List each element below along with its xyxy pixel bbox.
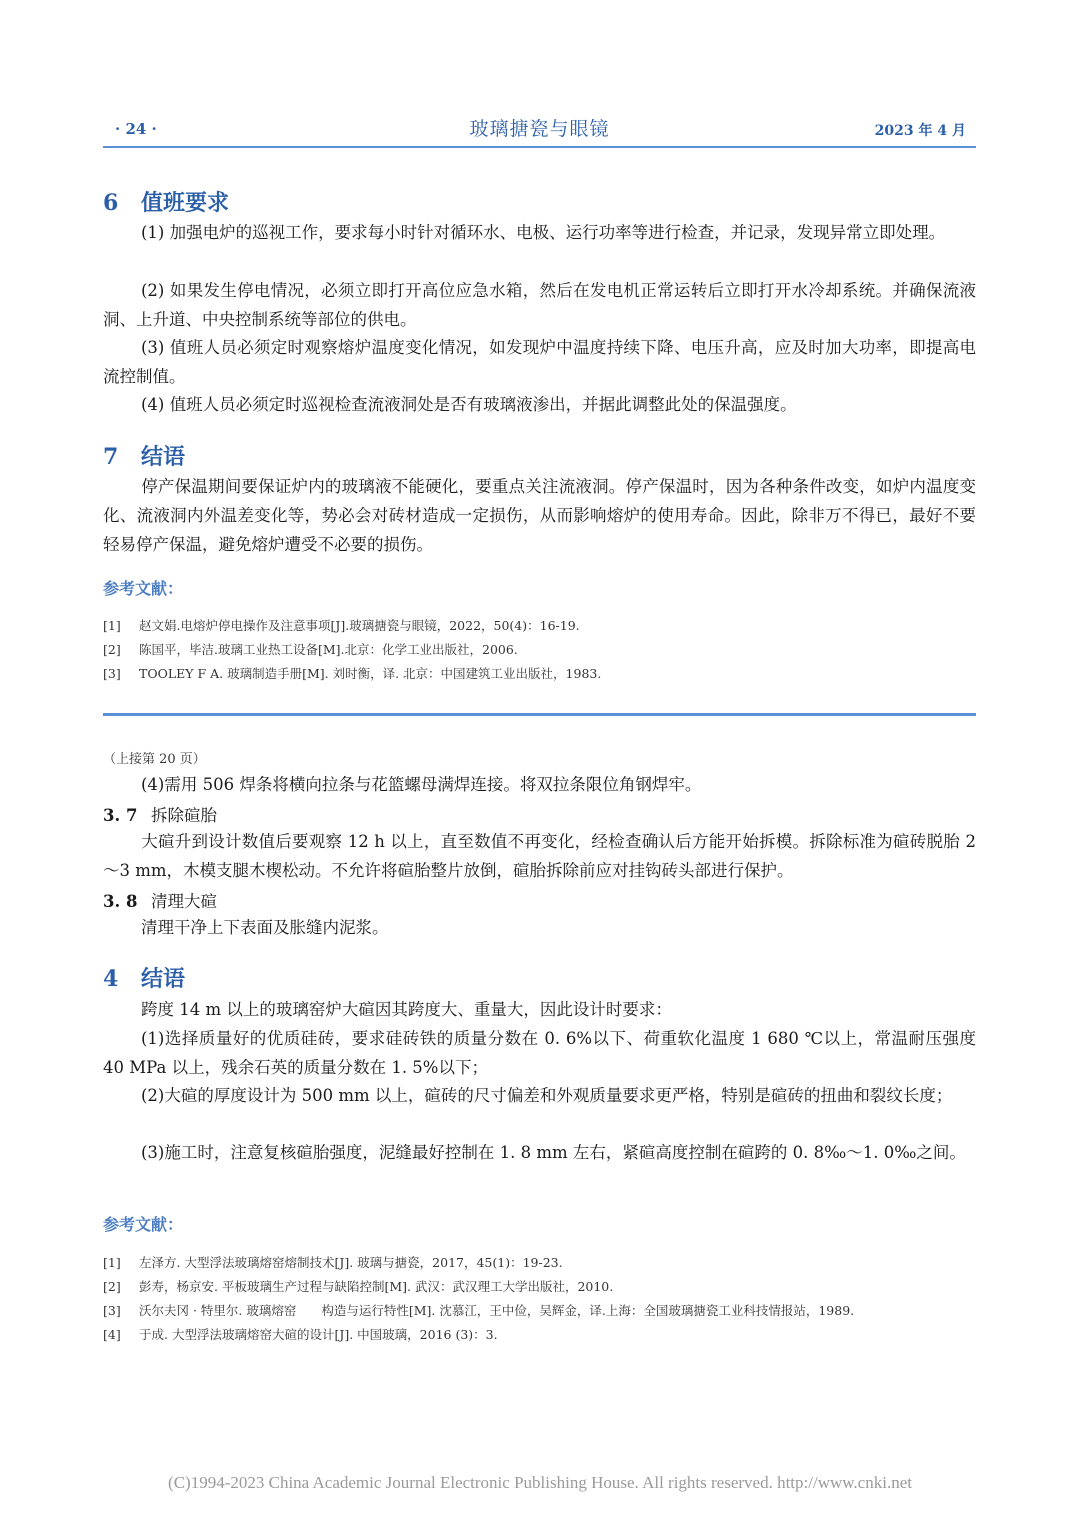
section-7-paragraph: 停产保温期间要保证炉内的玻璃液不能硬化，要重点关注流液洞。停产保温时，因为各种条件改变，如炉内温度变化、流液洞内外温差变化等，势必会对砖材造成一定损伤，从而影响熔炉的使用寿命。因此，除非万不得已，最好不要轻易停产保温，避免熔炉遭受不必要的损伤。 (103, 477, 976, 554)
section-divider (103, 713, 976, 716)
section-6-title (103, 186, 229, 217)
header-rule (103, 146, 976, 148)
section-4-paragraph: (3)施工时，注意复核碹胎强度，泥缝最好控制在 1. 8 mm 左右，紧碹高度控制在碹跨的 0. 8‰～1. 0‰之间。 (141, 1143, 966, 1162)
section-heading: 结语 (141, 444, 186, 470)
subsection-3-8-title: 3. 8 清理大碹 (103, 892, 217, 911)
reference-item: [1] 赵文娟.电熔炉停电操作及注意事项[J].玻璃搪瓷与眼镜，2022，50(4)：16-19. (103, 618, 580, 633)
section-heading: 结语 (141, 966, 186, 992)
section-heading: 值班要求 (141, 190, 230, 216)
page-header (103, 112, 976, 144)
copyright-footer: (C)1994-2023 China Academic Journal Electronic Publishing House. All rights reserved. http://www.cnki.net (168, 1473, 912, 1492)
page-number: · 24 · (115, 120, 157, 138)
reference-item: [2] 陈国平，毕洁.玻璃工业热工设备[M].北京：化学工业出版社，2006. (103, 642, 518, 657)
references-heading: 参考文献： (103, 579, 184, 598)
subsection-3-7-title: 3. 7 拆除碹胎 (103, 806, 217, 825)
section-number: 6 (103, 190, 119, 216)
reference-item: [3] 沃尔夫冈 · 特里尔. 玻璃熔窑 构造与运行特性[M]. 沈慕江，王中俭，吴辉金，译.上海：全国玻璃搪瓷工业科技情报站，1989. (103, 1303, 855, 1318)
reference-list (103, 1251, 976, 1347)
reference-item: [3] TOOLEY F A. 玻璃制造手册[M]. 刘时衡，译. 北京：中国建筑工业出版社，1983. (103, 666, 602, 681)
section-number: 4 (103, 966, 119, 992)
section-6-paragraph: (2) 如果发生停电情况，必须立即打开高位应急水箱，然后在发电机正常运转后立即打开水冷却系统。并确保流液洞、上升道、中央控制系统等部位的供电。 (103, 281, 976, 329)
references-heading: 参考文献： (103, 1215, 184, 1234)
subsection-3-8-paragraph: 清理干净上下表面及胀缝内泥浆。 (141, 918, 389, 937)
section-4-paragraph: (2)大碹的厚度设计为 500 mm 以上，碹砖的尺寸偏差和外观质量要求更严格，特别是碹砖的扭曲和裂纹长度； (141, 1086, 953, 1105)
issue-date: 2023 年 4 月 (874, 123, 966, 139)
section-6-paragraph: (4) 值班人员必须定时巡视检查流液洞处是否有玻璃液渗出，并据此调整此处的保温强度。 (141, 395, 797, 414)
section-7-title (103, 440, 185, 471)
continued-note: （上接第 20 页） (103, 752, 206, 767)
reference-item: [4] 于成. 大型浮法玻璃熔窑大碹的设计[J]. 中国玻璃，2016 (3)：3. (103, 1327, 498, 1342)
continued-paragraph: (4)需用 506 焊条将横向拉条与花篮螺母满焊连接。将双拉条限位角钢焊牢。 (141, 775, 702, 794)
reference-item: [1] 左泽方. 大型浮法玻璃熔窑熔制技术[J]. 玻璃与搪瓷，2017，45(1)：19-23. (103, 1255, 563, 1270)
reference-list (103, 614, 976, 686)
section-6-paragraph: (3) 值班人员必须定时观察熔炉温度变化情况，如发现炉中温度持续下降、电压升高，应及时加大功率，即提高电流控制值。 (103, 338, 976, 386)
journal-title: 玻璃搪瓷与眼镜 (469, 118, 610, 140)
section-4-paragraph: (1)选择质量好的优质硅砖，要求硅砖铁的质量分数在 0. 6%以下、荷重软化温度 1 680 ℃以上，常温耐压强度 40 MPa 以上，残余石英的质量分数在 1. 5%以下； (103, 1029, 976, 1077)
section-4-title (103, 962, 185, 993)
section-4-paragraph: 跨度 14 m 以上的玻璃窑炉大碹因其跨度大、重量大，因此设计时要求： (141, 1000, 672, 1019)
subsection-3-7-paragraph: 大碹升到设计数值后要观察 12 h 以上，直至数值不再变化，经检查确认后方能开始拆模。拆除标准为碹砖脱胎 2～3 mm，木模支腿木楔松动。不允许将碹胎整片放倒，碹胎拆除前应对挂钩砖头部进行保护。 (103, 832, 976, 880)
section-number: 7 (103, 444, 119, 470)
section-6-paragraph: (1) 加强电炉的巡视工作，要求每小时针对循环水、电极、运行功率等进行检查，并记录，发现异常立即处理。 (141, 223, 946, 242)
reference-item: [2] 彭寿，杨京安. 平板玻璃生产过程与缺陷控制[M]. 武汉：武汉理工大学出版社，2010. (103, 1279, 614, 1294)
